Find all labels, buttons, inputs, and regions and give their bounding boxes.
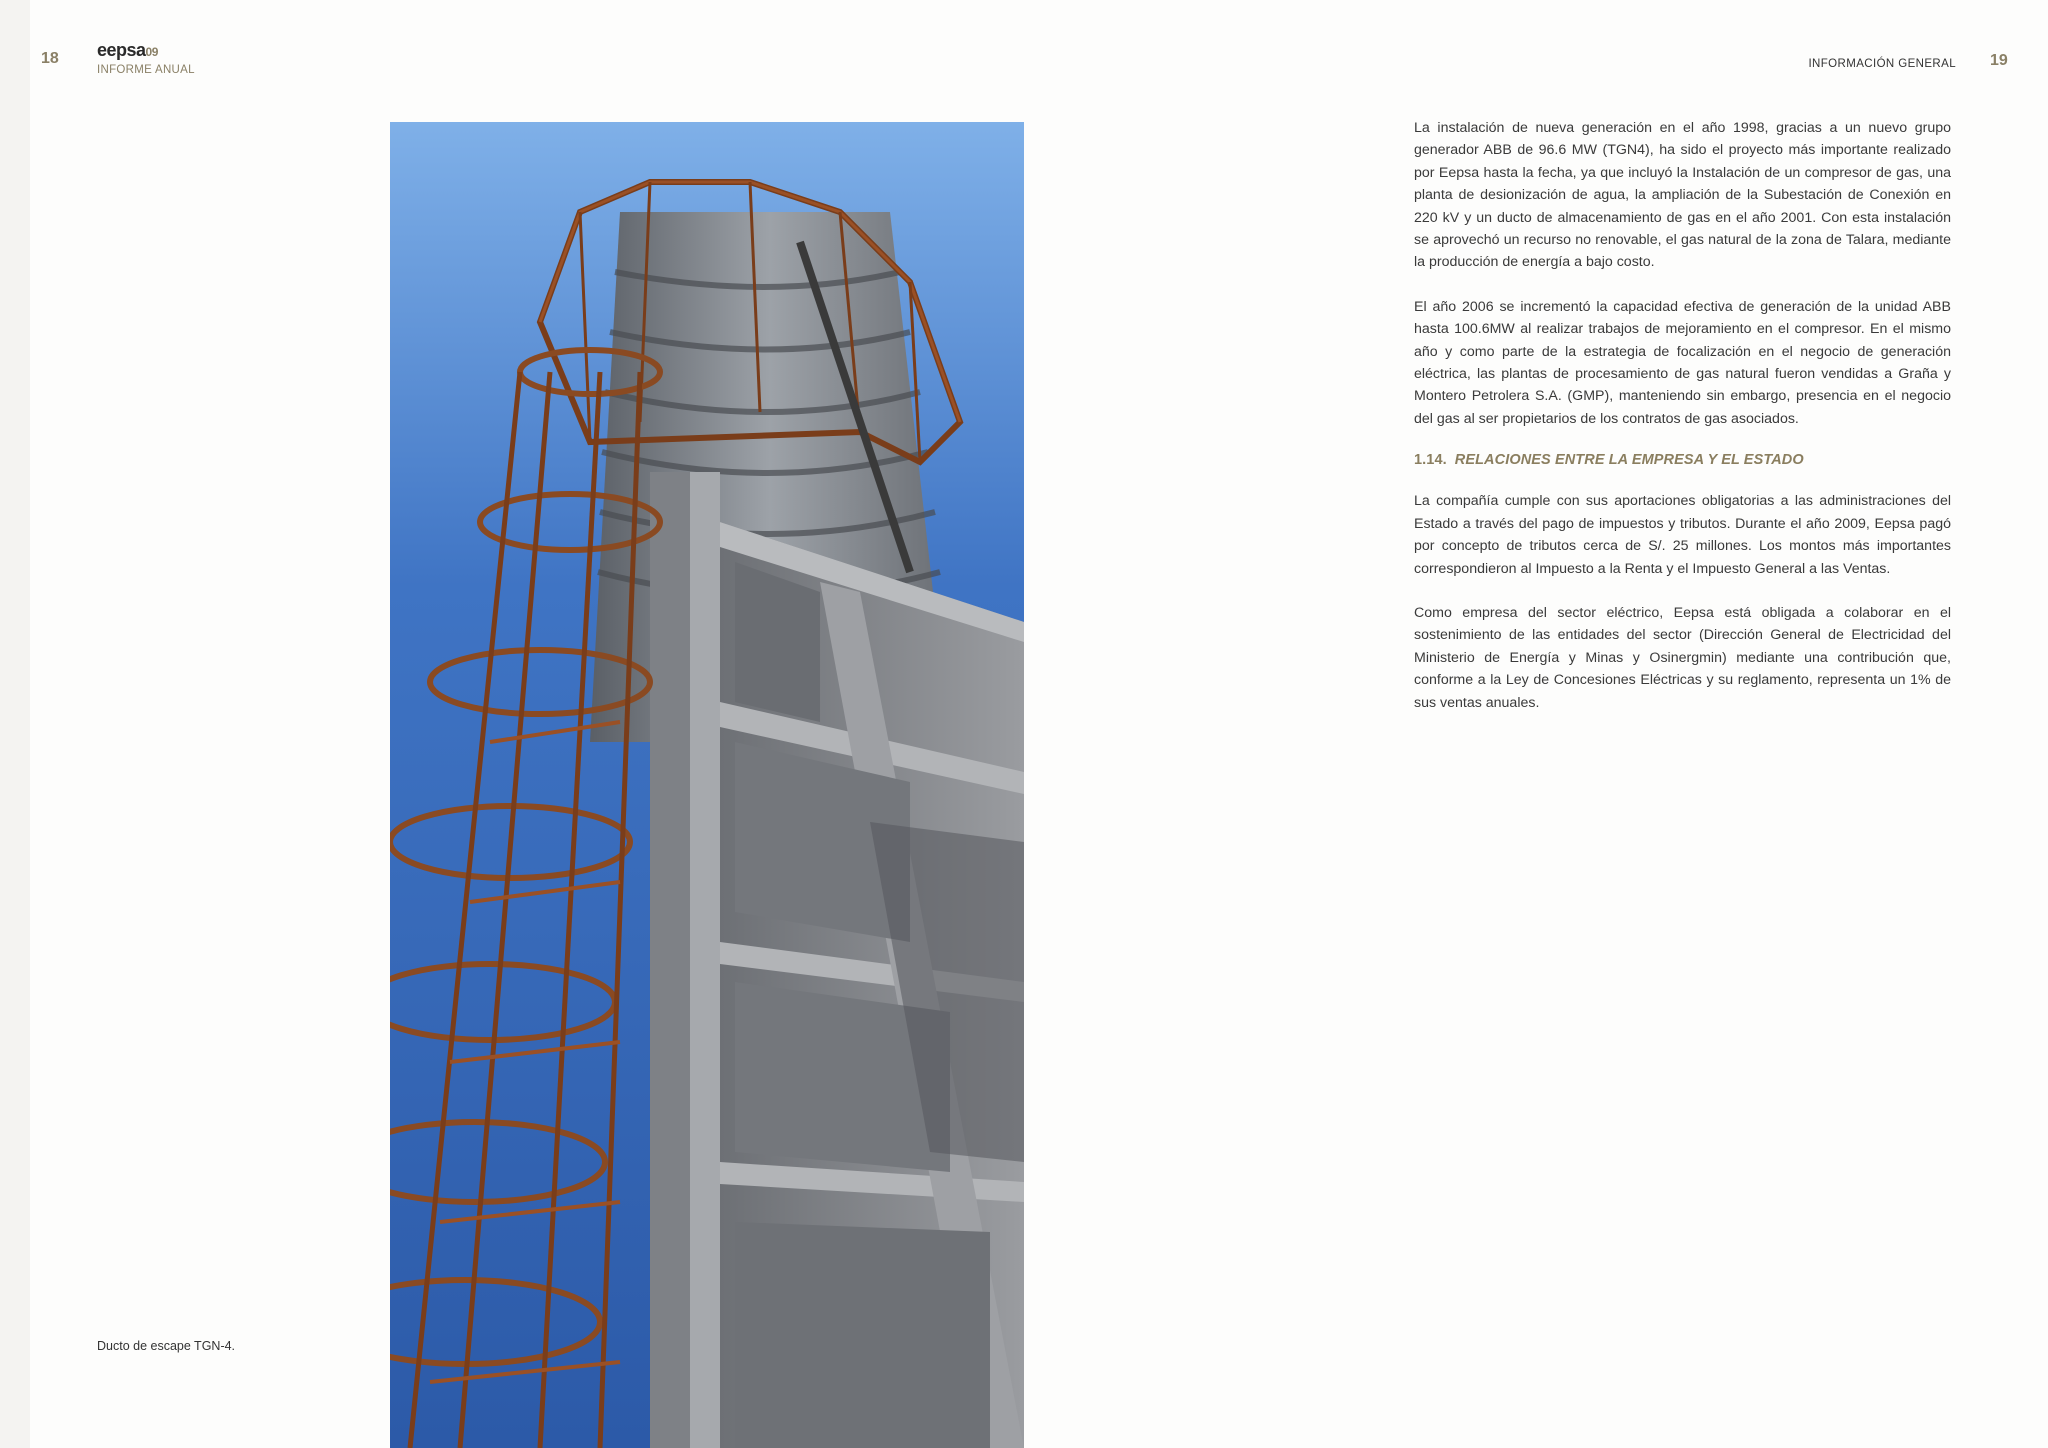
page-number-left: 18: [41, 50, 59, 67]
subsection-number: 1.14.: [1414, 452, 1447, 469]
brand-year: 09: [145, 45, 158, 59]
paragraph: El año 2006 se incrementó la capacidad efectiva de generación de la unidad ABB hasta 100.6MW al realizar trabajos de mejoramiento en el compresor. En el mismo año y como parte de la estrategia de focalización en el negocio de generación eléctrica, las plantas de procesamiento de gas natural fueron vendidas a Graña y Montero Petrolera S.A. (GMP), manteniendo sin embargo, presencia en el negocio del gas al ser propietarios de los contratos de gas asociados.: [1414, 298, 1951, 427]
brand-logo: [97, 40, 158, 61]
subsection-title: RELACIONES ENTRE LA EMPRESA Y EL ESTADO: [1454, 452, 1804, 469]
paragraph: Como empresa del sector eléctrico, Eepsa está obligada a colaborar en el sostenimiento de las entidades del sector (Dirección General de Electricidad del Ministerio de Energía y Minas y Osinergmin) mediante una contribución que, conforme a la Ley de Concesiones Eléctricas y su reglamento, representa un 1% de sus ventas anuales.: [1414, 604, 1951, 711]
body-text-column: [1414, 117, 1951, 736]
brand-name: eepsa: [97, 40, 146, 60]
brand-subtitle: INFORME ANUAL: [97, 64, 195, 76]
exhaust-stack-photo: [390, 122, 1024, 1448]
page-number-right: 19: [1990, 52, 2008, 69]
page-gutter-shadow: [0, 0, 30, 1448]
paragraph: La compañía cumple con sus aportaciones obligatorias a las administraciones del Estado a través del pago de impuestos y tributos. Durante el año 2009, Eepsa pagó por concepto de tributos cerca de S/. 25 millones. Los montos más importantes correspondieron al Impuesto a la Renta y el Impuesto General a las Ventas.: [1414, 493, 1951, 577]
photo-caption: Ducto de escape TGN-4.: [97, 1339, 236, 1353]
paragraph: La instalación de nueva generación en el año 1998, gracias a un nuevo grupo generador ABB de 96.6 MW (TGN4), ha sido el proyecto más importante realizado por Eepsa hasta la fecha, ya que incluyó la Instalación de un compresor de gas, una planta de desionización de agua, la ampliación de la Subestación de Conexión en 220 kV y un ducto de almacenamiento de gas en el año 2001. Con esta instalación se aprovechó un recurso no renovable, el gas natural de la zona de Talara, mediante la producción de energía a bajo costo.: [1414, 120, 1951, 271]
section-header: INFORMACIÓN GENERAL: [1808, 58, 1956, 70]
subsection-heading: [1414, 452, 1951, 468]
